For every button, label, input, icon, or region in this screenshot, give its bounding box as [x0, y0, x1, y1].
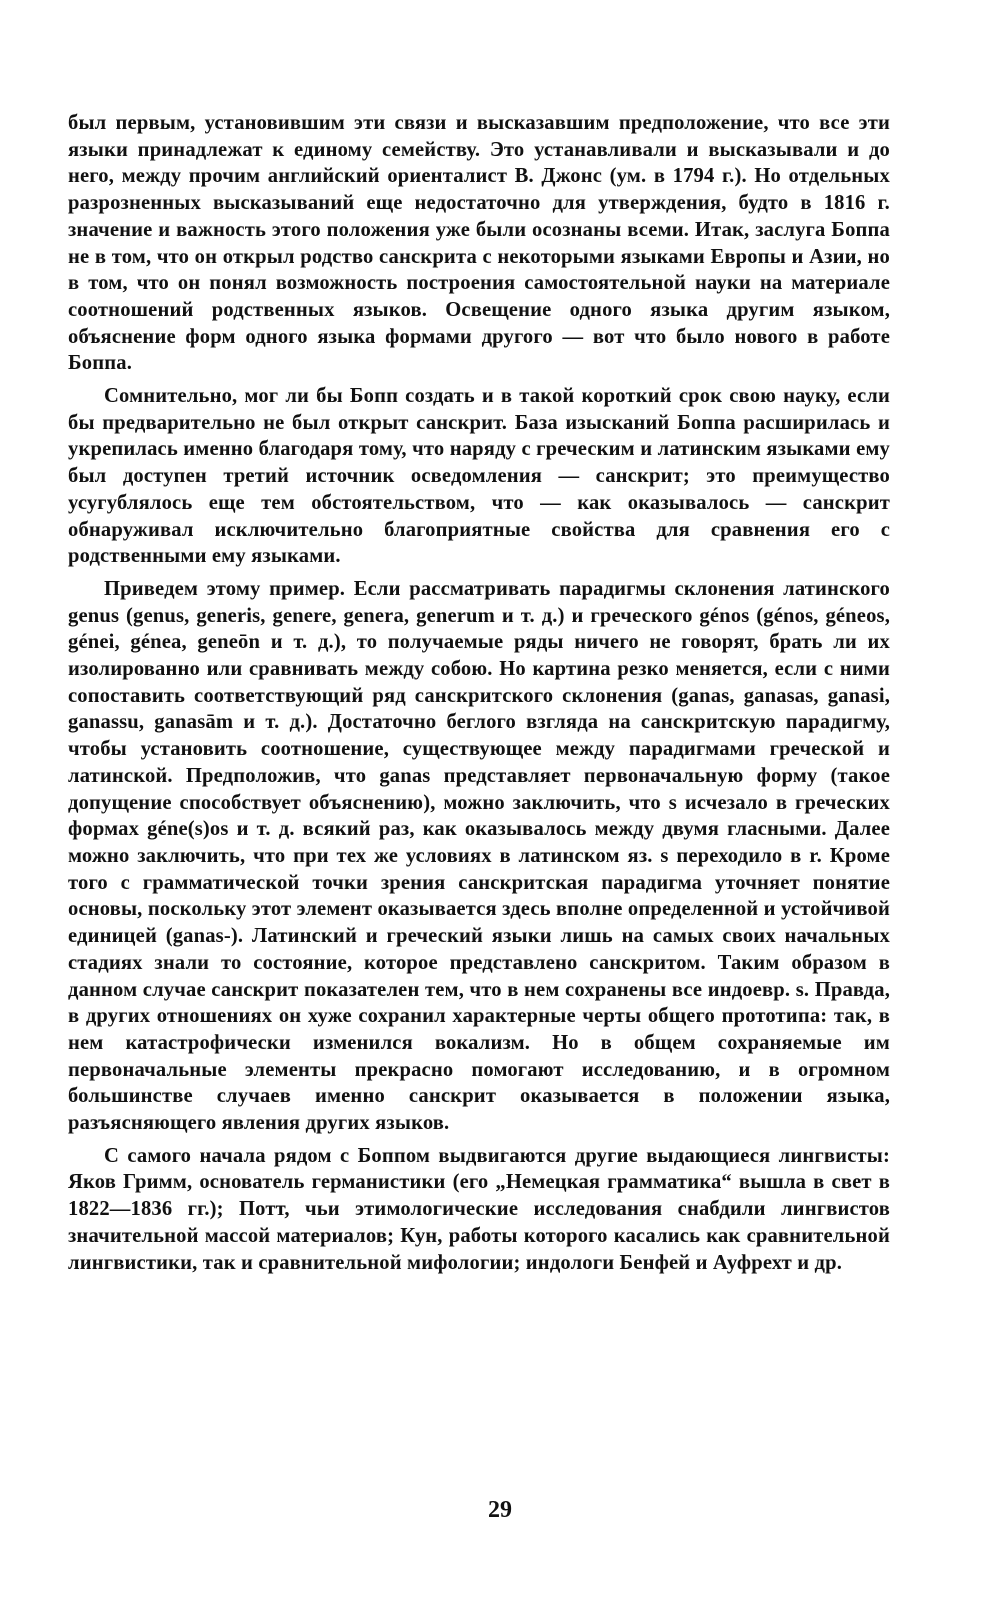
paragraph-1: был первым, установившим эти связи и высказавшим предположение, что все эти языки принадлежат к единому семейству. Это устанавливали и высказывали и до него, между прочим английский ориенталист В. Джонс (ум. в 1794 г.). Но отдельных разрозненных высказываний еще недостаточно для утверждения, будто в 1816 г. значение и важность этого положения уже были осознаны всеми. Итак, заслуга Боппа не в том, что он открыл родство санскрита с некоторыми языками Европы и Азии, но в том, что он понял возможность построения самостоятельной науки на материале соотношений родственных языков. Освещение одного языка другим языком, объяснение форм одного языка формами другого — вот что было нового в работе Боппа. — [68, 112, 890, 375]
paragraph-3: Приведем этому пример. Если рассматривать парадигмы склонения латинского genus (genus, generis, genere, genera, generum и т. д.) и греческого génos (génos, géneos, génei, génea, geneōn и т. д.), то получаемые ряды ничего не говорят, брать ли их изолированно или сравнивать между собою. Но картина резко меняется, если с ними сопоставить соответствующий ряд санскритского склонения (ganas, ganasas, ganasi, ganassu, ganasām и т. д.). Достаточно беглого взгляда на санскритскую парадигму, чтобы установить соотношение, существующее между парадигмами греческой и латинской. Предположив, что ganas представляет первоначальную форму (такое допущение способствует объяснению), можно заключить, что s исчезало в греческих формах géne(s)os и т. д. всякий раз, как оказывалось между двумя гласными. Далее можно заключить, что при тех же условиях в латинском яз. s переходило в r. Кроме того с грамматической точки зрения санскритская парадигма уточняет понятие основы, поскольку этот элемент оказывается здесь вполне определенной и устойчивой единицей (ganas-). Латинский и греческий языки лишь на самых своих начальных стадиях знали то состояние, которое представлено санскритом. Таким образом в данном случае санскрит показателен тем, что в нем сохранены все индоевр. s. Правда, в других отношениях он хуже сохранил характерные черты общего прототипа: так, в нем катастрофически изменился вокализм. Но в общем сохраняемые им первоначальные элементы прекрасно помогают исследованию, и в огромном большинстве случаев именно санскрит оказывается в положении языка, разъясняющего явления других языков. — [68, 577, 890, 1135]
body-text — [68, 110, 890, 1282]
paragraph-2: Сомнительно, мог ли бы Бопп создать и в такой короткий срок свою науку, если бы предварительно не был открыт санскрит. База изысканий Боппа расширилась и укрепилась именно благодаря тому, что наряду с греческим и латинским языками ему был доступен третий источник осведомления — санскрит; это преимущество усугублялось еще тем обстоятельством, что — как оказывалось — санскрит обнаруживал исключительно благоприятные свойства для сравнения его с родственными ему языками. — [68, 385, 890, 568]
page-number: 29 — [488, 1497, 512, 1523]
paragraph-4: С самого начала рядом с Боппом выдвигаются другие выдающиеся лингвисты: Яков Гримм, основатель германистики (его „Немецкая грамматика“ вышла в свет в 1822—1836 гг.); Потт, чьи этимологические исследования снабдили лингвистов значительной массой материалов; Кун, работы которого касались как сравнительной лингвистики, так и сравнительной мифологии; индологи Бенфей и Ауфрехт и др. — [68, 1144, 890, 1274]
